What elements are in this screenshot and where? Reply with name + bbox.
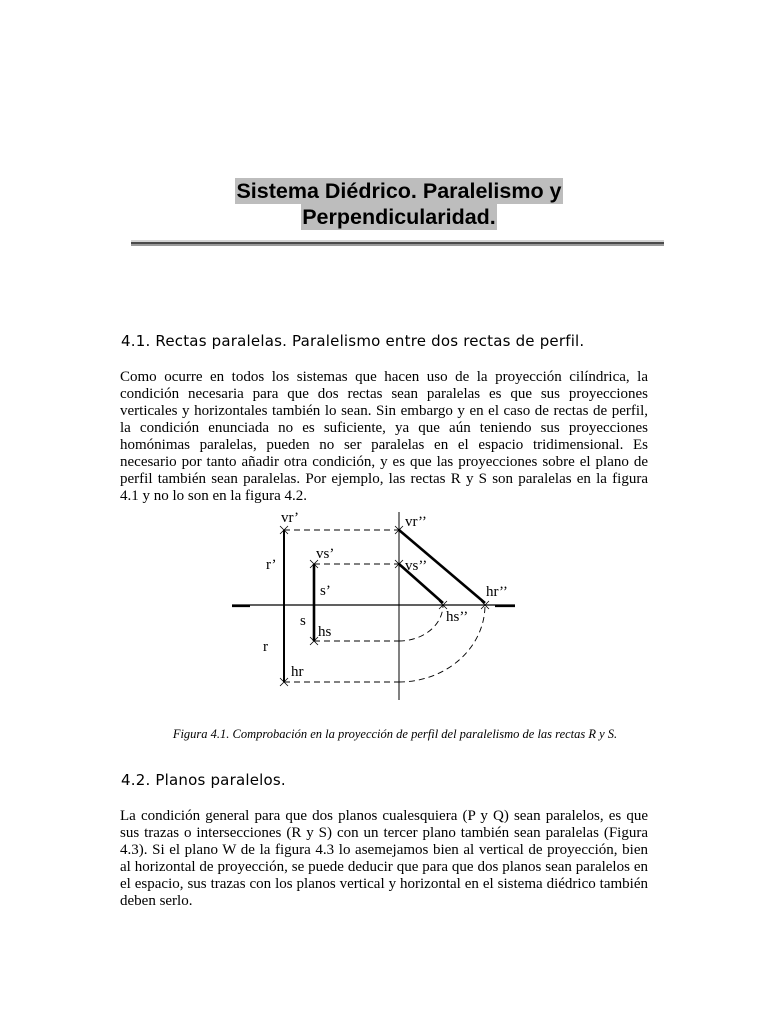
section-heading-4-1: 4.1. Rectas paralelas. Paralelismo entre dos rectas de perfil. bbox=[121, 332, 585, 350]
label-hs: hs bbox=[318, 624, 332, 640]
figure-4-1-caption: Figura 4.1. Comprobación en la proyección de perfil del paralelismo de las rectas R y S. bbox=[172, 727, 618, 741]
label-vr2: vr’’ bbox=[405, 514, 427, 530]
label-vs1: vs’ bbox=[316, 546, 335, 562]
label-s: s bbox=[300, 613, 306, 629]
title-line-1: Sistema Diédrico. Paralelismo y bbox=[236, 179, 562, 203]
point-markers bbox=[280, 526, 489, 686]
section-paragraph-4-1: Como ocurre en todos los sistemas que hacen uso de la proyección cilíndrica, la condición necesaria para que dos rectas sean paralelas es que sus proyecciones verticales y horizontales también lo sean. Sin embargo y en el caso de rectas de perfil, la condición enunciada no es suficiente, ya que aún teniendo sus proyecciones homónimas paralelas, pueden no ser paralelas en el espacio tridimensional. Es necesario por tanto añadir otra condición, y es que las proyecciones sobre el plano de perfil también sean paralelas. Por ejemplo, las rectas R y S son paralelas en la figura 4.1 y no lo son en la figura 4.2. bbox=[120, 369, 648, 504]
title-underline-rule bbox=[131, 240, 664, 246]
label-r1: r’ bbox=[266, 557, 277, 573]
figure-4-1 bbox=[225, 505, 520, 710]
label-hs2: hs’’ bbox=[446, 609, 469, 625]
profile-projection-diagram bbox=[225, 505, 520, 710]
label-hr2: hr’’ bbox=[486, 584, 508, 600]
title-line-2: Perpendicularidad. bbox=[302, 205, 496, 229]
section-paragraph-4-2: La condición general para que dos planos cualesquiera (P y Q) sean paralelos, es que sus trazas o intersecciones (R y S) con un tercer plano también sean paralelas (Figura 4.3). Si el plano W de la figura 4.3 lo asemejamos bien al vertical de proyección, bien al horizontal de proyección, se puede deducir que para que dos planos sean paralelos en el espacio, sus trazas con los planos vertical y horizontal en el sistema diédrico también deben serlo. bbox=[120, 808, 648, 909]
label-vs2: vs’’ bbox=[405, 558, 428, 574]
label-r: r bbox=[263, 639, 268, 655]
label-vr1: vr’ bbox=[281, 510, 300, 526]
label-hr: hr bbox=[291, 664, 304, 680]
section-heading-4-2: 4.2. Planos paralelos. bbox=[121, 771, 286, 789]
document-title bbox=[0, 178, 768, 230]
label-s1: s’ bbox=[320, 583, 331, 599]
